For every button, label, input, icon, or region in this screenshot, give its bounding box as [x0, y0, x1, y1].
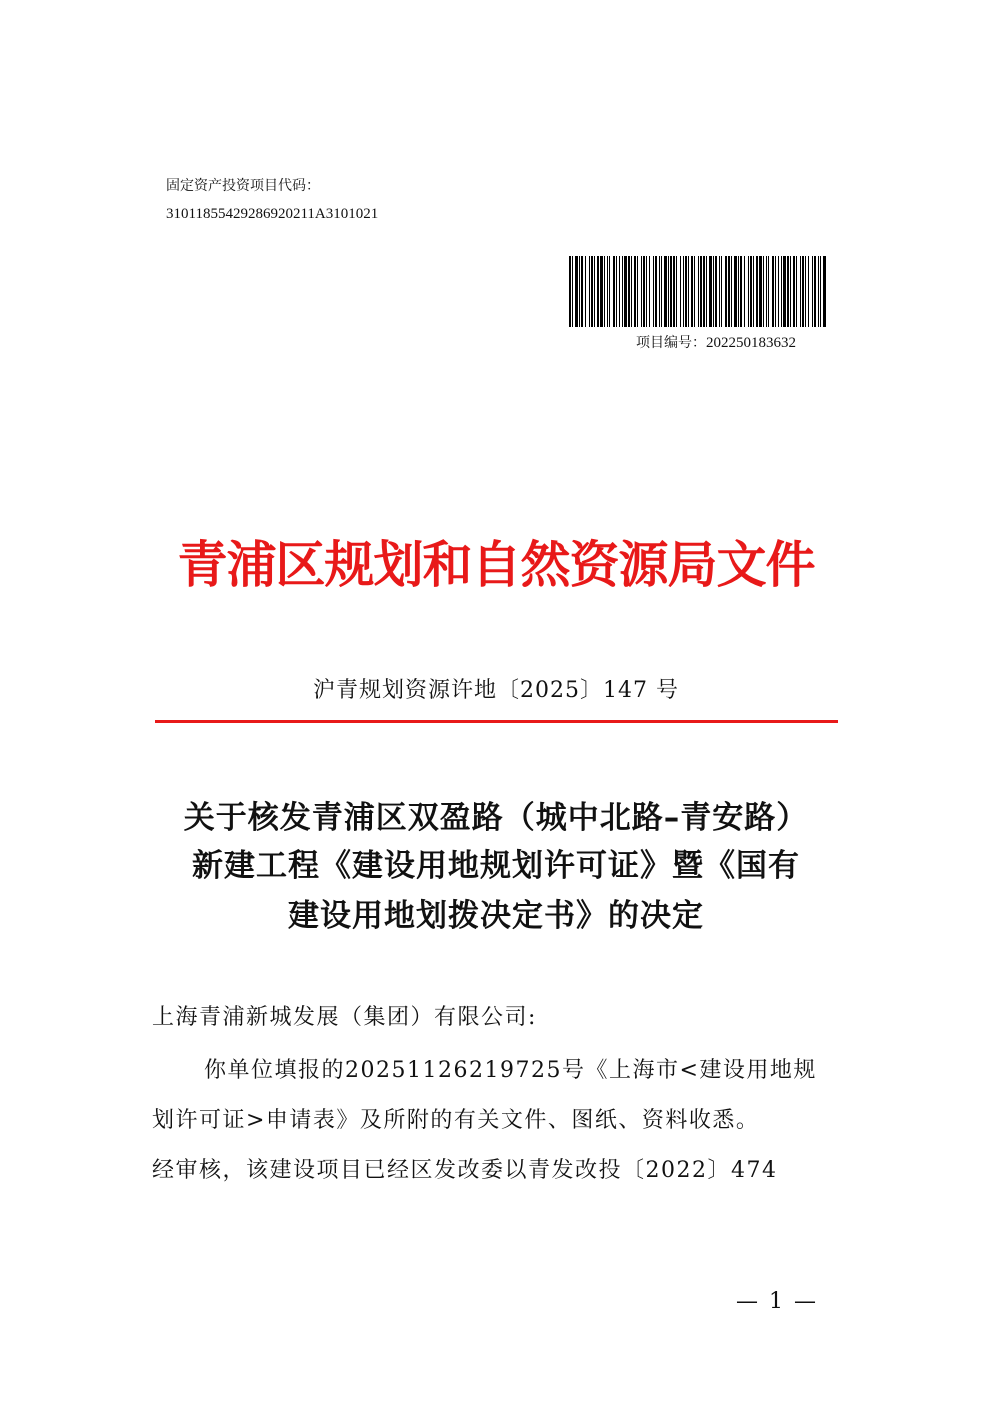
barcode-bar: [604, 256, 605, 327]
document-title-line-2: 新建工程《建设用地规划许可证》暨《国有: [192, 848, 800, 884]
barcode-bar: [793, 256, 795, 327]
barcode-bar: [670, 256, 672, 327]
barcode-bar: [646, 256, 647, 327]
barcode-bar: [715, 256, 717, 327]
barcode-bar: [637, 256, 638, 327]
barcode-bar: [719, 256, 720, 327]
barcode-bar: [619, 256, 620, 327]
barcode-bar: [740, 256, 742, 327]
barcode-bar: [572, 256, 573, 327]
barcode-bar: [609, 256, 610, 327]
barcode-bar: [655, 256, 657, 327]
barcode-bar: [778, 256, 779, 327]
barcode-bar: [649, 256, 650, 327]
barcode-bar: [613, 256, 615, 327]
barcode-bar: [725, 256, 727, 327]
page-number: — 1 —: [736, 1289, 818, 1314]
barcode-bar: [653, 256, 654, 327]
barcode-bar: [589, 256, 590, 327]
barcode-bar: [759, 256, 762, 327]
barcode-bar: [668, 256, 669, 327]
barcode-bar: [820, 256, 821, 327]
barcode-bar: [781, 256, 782, 327]
red-divider-line: [155, 720, 838, 723]
barcode-bar: [744, 256, 745, 327]
barcode-bar: [698, 256, 699, 327]
document-title-line-3: 建设用地划拨决定书》的决定: [288, 898, 704, 934]
barcode-bar: [631, 256, 632, 327]
barcode-bar: [659, 256, 660, 327]
addressee: 上海青浦新城发展（集团）有限公司:: [152, 1005, 537, 1030]
project-number-label: 项目编号：: [636, 335, 706, 351]
barcode-bar: [796, 256, 797, 327]
barcode-bar: [709, 256, 712, 327]
barcode-bar: [585, 256, 586, 327]
barcode-bar: [622, 256, 623, 327]
barcode-bar: [597, 256, 599, 327]
barcode-bar: [783, 256, 786, 327]
barcode-bar: [734, 256, 737, 327]
barcode-bar: [575, 256, 578, 327]
document-title-line-1: 关于核发青浦区双盈路（城中北路–青安路）: [183, 800, 809, 836]
barcode-bar: [753, 256, 754, 327]
barcode-bars: [569, 256, 827, 327]
barcode-bar: [685, 256, 687, 327]
barcode-bar: [823, 256, 826, 327]
barcode-bar: [700, 256, 702, 327]
barcode-bar: [768, 256, 769, 327]
barcode-bar: [763, 256, 764, 327]
barcode-bar: [731, 256, 732, 327]
barcode-bar: [772, 256, 774, 327]
agency-document-header: 青浦区规划和自然资源局文件: [177, 536, 815, 594]
barcode-bar: [634, 256, 636, 327]
barcode-bar: [591, 256, 593, 327]
barcode-bar: [594, 256, 595, 327]
project-number-value: 202250183632: [706, 335, 796, 351]
barcode-bar: [787, 256, 789, 327]
barcode-bar: [812, 256, 813, 327]
barcode-bar: [721, 256, 722, 327]
document-number: 沪青规划资源许地〔2025〕147 号: [313, 678, 679, 703]
barcode-bar: [756, 256, 758, 327]
investment-code-value: 31011855429286920211A3101021: [166, 206, 379, 222]
barcode-bar: [600, 256, 603, 327]
barcode-bar: [703, 256, 705, 327]
barcode-bar: [643, 256, 645, 327]
barcode-bar: [691, 256, 693, 327]
barcode-bar: [808, 256, 809, 327]
body-paragraph-line-1: 你单位填报的20251126219725号《上海市<建设用地规: [204, 1058, 817, 1083]
barcode-bar: [680, 256, 681, 327]
barcode-bar: [607, 256, 608, 327]
barcode-bar: [728, 256, 730, 327]
barcode-bar: [581, 256, 583, 327]
body-paragraph-line-3: 经审核，该建设项目已经区发改委以青发改投〔2022〕474: [152, 1158, 778, 1183]
barcode-image: [569, 256, 827, 327]
barcode-bar: [688, 256, 689, 327]
barcode-bar: [713, 256, 714, 327]
barcode-bar: [738, 256, 739, 327]
barcode-bar: [673, 256, 675, 327]
barcode-bar: [616, 256, 617, 327]
barcode-bar: [624, 256, 627, 327]
investment-code-label: 固定资产投资项目代码：: [166, 178, 320, 194]
barcode-bar: [664, 256, 667, 327]
barcode-bar: [641, 256, 642, 327]
barcode-bar: [694, 256, 695, 327]
barcode-bar: [800, 256, 801, 327]
barcode-bar: [569, 256, 571, 327]
barcode-bar: [814, 256, 816, 327]
barcode-bar: [766, 256, 767, 327]
barcode-bar: [790, 256, 791, 327]
barcode-bar: [775, 256, 776, 327]
project-number: [636, 334, 796, 352]
barcode-bar: [676, 256, 677, 327]
barcode-bar: [683, 256, 684, 327]
barcode-bar: [818, 256, 819, 327]
barcode-bar: [706, 256, 707, 327]
body-paragraph-line-2: 划许可证>申请表》及所附的有关文件、图纸、资料收悉。: [152, 1108, 760, 1133]
barcode-bar: [579, 256, 580, 327]
barcode-bar: [805, 256, 806, 327]
barcode-bar: [748, 256, 749, 327]
barcode-bar: [802, 256, 804, 327]
barcode-bar: [661, 256, 662, 327]
barcode-bar: [750, 256, 752, 327]
barcode-bar: [628, 256, 630, 327]
